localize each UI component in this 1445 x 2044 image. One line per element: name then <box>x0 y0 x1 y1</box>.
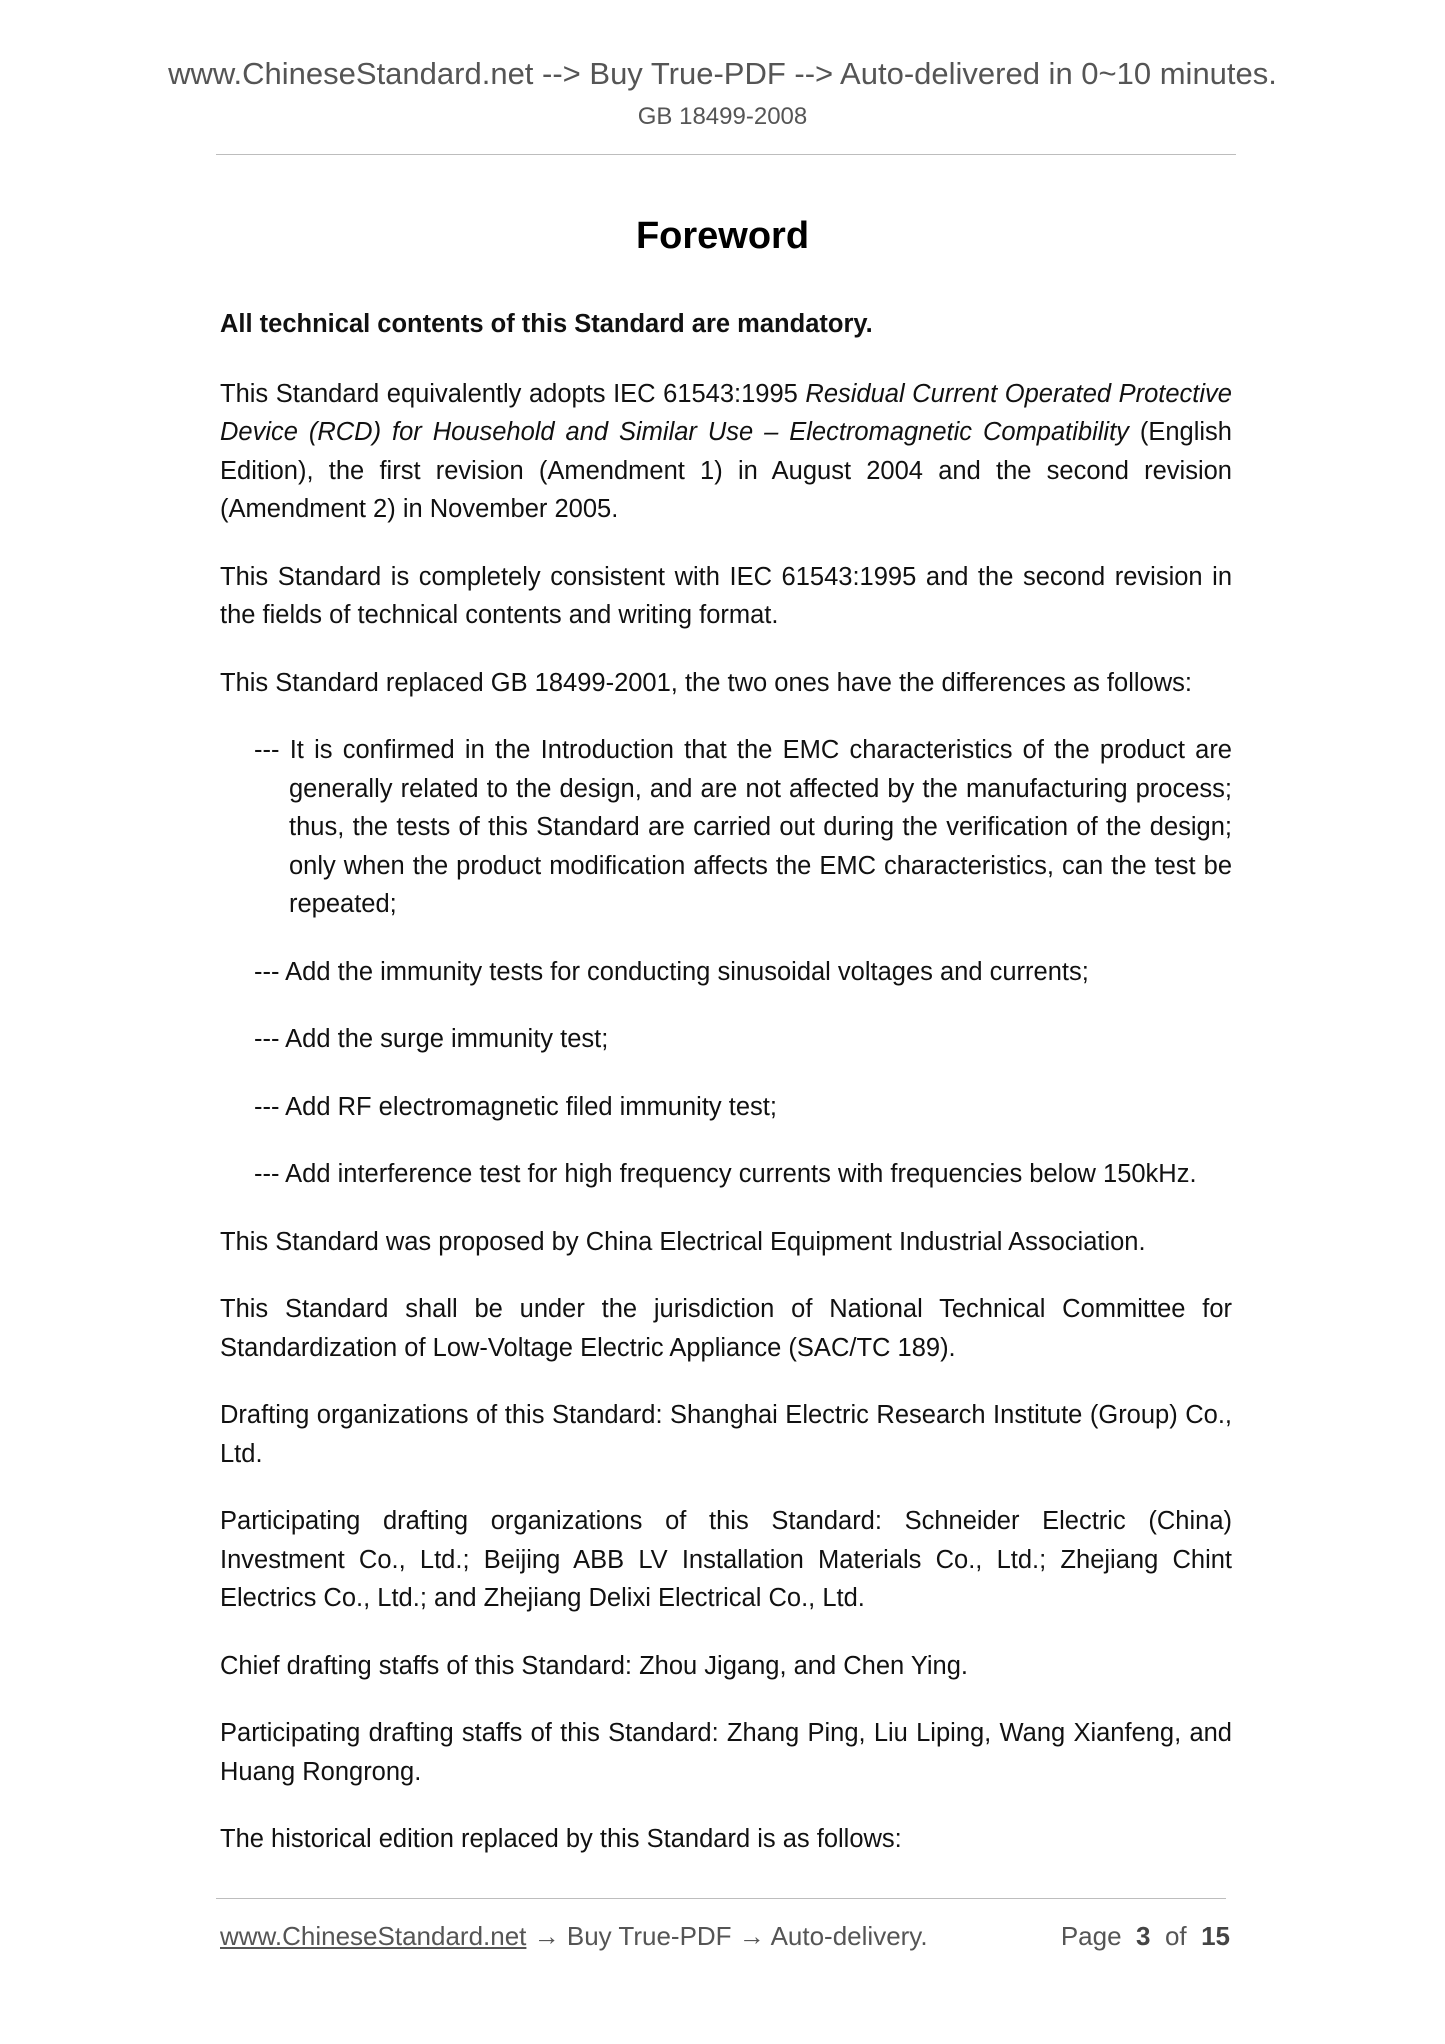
adoption-paragraph <box>220 375 1232 529</box>
difference-item-4: --- Add RF electromagnetic filed immunity test; <box>254 1092 777 1121</box>
page-number: 3 <box>1136 1921 1151 1951</box>
difference-item-3: --- Add the surge immunity test; <box>254 1025 609 1053</box>
footer-text: → Buy True-PDF → Auto-delivery. <box>526 1921 928 1951</box>
consistency-paragraph: This Standard is completely consistent with IEC 61543:1995 and the second revision in the fields of technical contents and writing format. <box>220 562 1232 629</box>
page-total: 15 <box>1201 1921 1230 1951</box>
difference-item-2: --- Add the immunity tests for conducting sinusoidal voltages and currents; <box>254 957 1089 986</box>
page-indicator <box>1061 1919 1230 1953</box>
page-footer <box>220 1919 1230 1953</box>
replacement-paragraph: This Standard replaced GB 18499-2001, the two ones have the differences as follows: <box>220 668 1192 697</box>
footer-site-link[interactable]: www.ChineseStandard.net <box>220 1921 527 1951</box>
page-title: Foreword <box>635 215 810 257</box>
foreword-body <box>220 305 1232 1888</box>
participating-org-paragraph: Participating drafting organizations of this Standard: Schneider Electric (China) Investment Co., Ltd.; Beijing ABB LV Installation Materials Co., Ltd.; Zhejiang Chint Electrics Co., Ltd.; and Zhejiang Delixi Electrical Co., Ltd. <box>220 1507 1232 1612</box>
page-word: Page <box>1060 1921 1122 1951</box>
adoption-text-b: (English Edition), the first revision (Amendment 1) in August 2004 and the second revision (Amendment 2) in November 2005. <box>220 418 1232 523</box>
of-word: of <box>1164 1921 1187 1951</box>
difference-item-5: --- Add interference test for high frequency currents with frequencies below 150kHz. <box>254 1160 1197 1188</box>
jurisdiction-paragraph: This Standard shall be under the jurisdiction of National Technical Committee for Standardization of Low-Voltage Electric Appliance (SAC/TC 189). <box>220 1295 1232 1362</box>
standard-code: GB 18499-2008 <box>637 103 808 130</box>
difference-item-1: --- It is confirmed in the Introduction that the EMC characteristics of the product are generally related to the design, and are not affected by the manufacturing process; thus, the tests of this Standard are carried out during the verification of the design; only when the product modification affects the EMC characteristics, can the test be repeated; <box>254 736 1232 918</box>
header-divider <box>216 154 1236 155</box>
participating-staff-paragraph: Participating drafting staffs of this Standard: Zhang Ping, Liu Liping, Wang Xianfeng, and Huang Rongrong. <box>220 1719 1232 1786</box>
mandatory-statement: All technical contents of this Standard are mandatory. <box>220 310 873 338</box>
historical-edition-paragraph: The historical edition replaced by this Standard is as follows: <box>220 1825 902 1853</box>
iec-standard-title: Residual Current Operated Protective Device (RCD) for Household and Similar Use – Electromagnetic Compatibility <box>220 379 1232 446</box>
header-banner: www.ChineseStandard.net --> Buy True-PDF --> Auto-delivered in 0~10 minutes. <box>168 56 1277 91</box>
proposer-paragraph: This Standard was proposed by China Electrical Equipment Industrial Association. <box>220 1227 1146 1256</box>
footer-divider <box>216 1898 1226 1899</box>
chief-staff-paragraph: Chief drafting staffs of this Standard: Zhou Jigang, and Chen Ying. <box>220 1651 969 1680</box>
adoption-text-a: This Standard equivalently adopts IEC 61543:1995 <box>220 379 806 408</box>
drafting-org-paragraph: Drafting organizations of this Standard: Shanghai Electric Research Institute (Group) Co., Ltd. <box>220 1401 1232 1468</box>
